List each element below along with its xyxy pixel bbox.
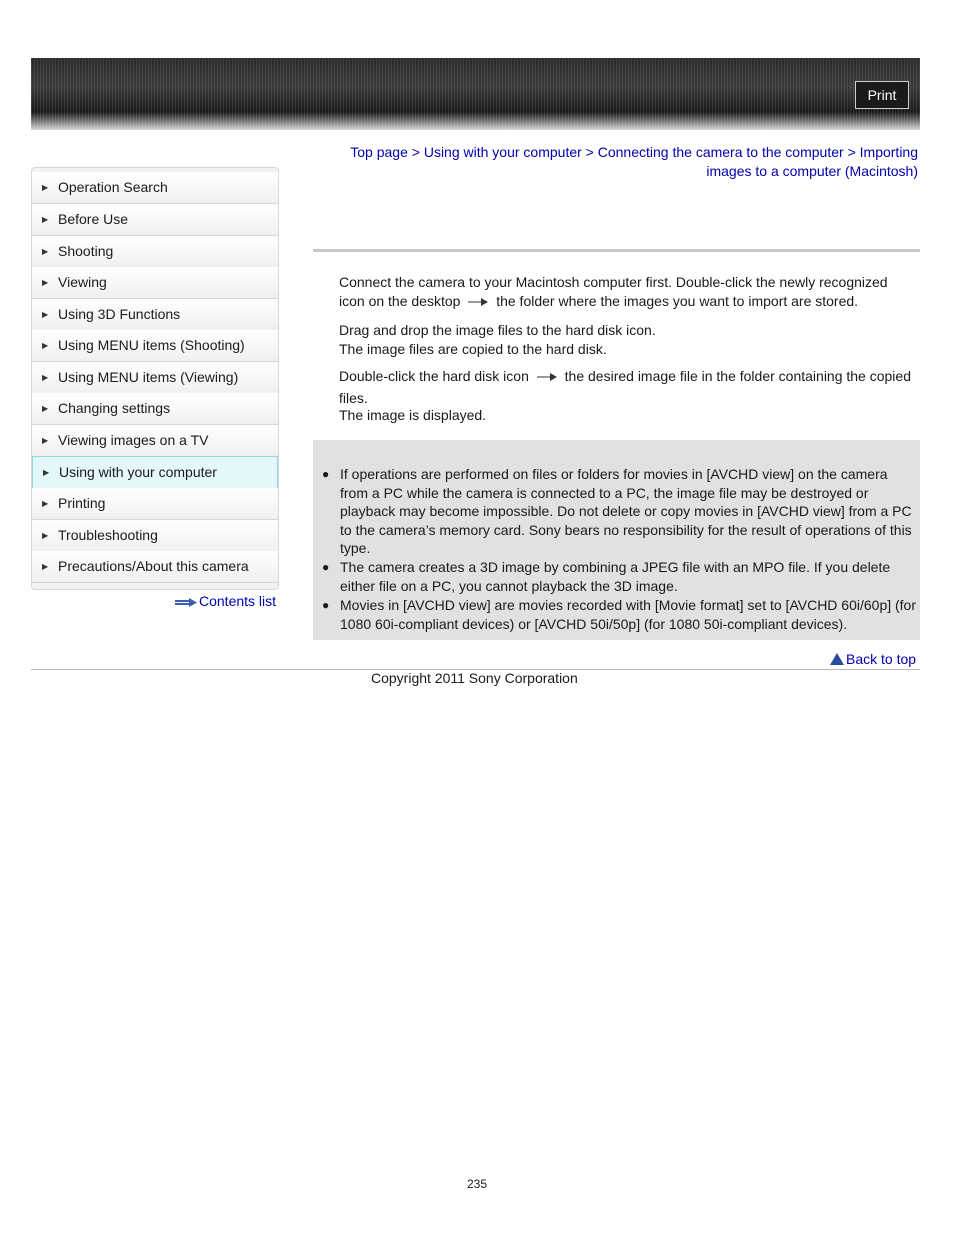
notes-box xyxy=(313,440,920,640)
step-2-text-b: The image files are copied to the hard disk. xyxy=(339,341,607,357)
step-3-result: The image is displayed. xyxy=(339,407,487,423)
note-item xyxy=(322,558,918,595)
page-number: 235 xyxy=(466,1177,488,1191)
step-3 xyxy=(339,365,917,409)
sidebar-item-label: Using MENU items (Viewing) xyxy=(58,369,239,385)
sidebar-item-troubleshooting[interactable] xyxy=(32,520,278,552)
note-item xyxy=(322,596,918,633)
sidebar-item-precautions[interactable] xyxy=(32,551,278,583)
sidebar-item-shooting[interactable] xyxy=(32,236,278,268)
arrow-right-icon: ▶ xyxy=(42,215,49,224)
sidebar-item-viewing-on-tv[interactable] xyxy=(32,425,278,457)
arrow-right-icon: ▶ xyxy=(42,310,49,319)
sidebar-item-3d-functions[interactable] xyxy=(32,299,278,331)
print-button[interactable]: Print xyxy=(855,81,909,109)
arrow-right-icon: ▶ xyxy=(42,247,49,256)
sidebar-item-operation-search[interactable] xyxy=(32,172,278,204)
sidebar-item-label: Precautions/About this camera xyxy=(58,558,249,574)
step-2 xyxy=(339,321,909,359)
arrow-right-icon: ▶ xyxy=(42,562,49,571)
arrow-right-icon xyxy=(468,298,488,306)
contents-list-label: Contents list xyxy=(199,593,277,609)
bullet-icon: ● xyxy=(322,467,330,481)
breadcrumb-connecting-camera[interactable]: Connecting the camera to the computer xyxy=(597,144,844,160)
arrow-right-icon: ▶ xyxy=(42,499,49,508)
step-1-text-a: Connect the camera to your Macintosh computer first. Double-click the newly recognized icon on the desktop xyxy=(339,274,888,309)
sidebar-item-menu-viewing[interactable] xyxy=(32,362,278,394)
step-1-text-b: the folder where the images you want to import are stored. xyxy=(496,293,859,309)
note-text: Movies in [AVCHD view] are movies recorded with [Movie format] set to [AVCHD 60i/60p] (for 1080 60i-compliant devices) or [AVCHD 50i/50p] (for 1080 50i-compliant devices). xyxy=(340,597,917,632)
triangle-up-icon xyxy=(830,653,844,665)
step-3-text-a: Double-click the hard disk icon xyxy=(339,368,529,384)
sidebar-item-before-use[interactable] xyxy=(32,204,278,236)
sidebar-item-label: Operation Search xyxy=(58,179,168,195)
step-2-text-a: Drag and drop the image files to the hard disk icon. xyxy=(339,322,656,338)
sidebar-item-printing[interactable] xyxy=(32,488,278,520)
double-arrow-right-icon xyxy=(175,598,197,607)
back-to-top-link[interactable] xyxy=(830,651,916,667)
sidebar-item-label: Before Use xyxy=(58,211,129,227)
arrow-right-icon: ▶ xyxy=(42,341,49,350)
sidebar-item-label: Viewing xyxy=(58,274,107,290)
sidebar-item-label: Viewing images on a TV xyxy=(58,432,209,448)
arrow-right-icon: ▶ xyxy=(42,373,49,382)
back-to-top-label: Back to top xyxy=(846,651,917,667)
breadcrumb-current-page[interactable]: Importing images to a computer (Macintosh) xyxy=(706,144,918,179)
sidebar-item-label: Troubleshooting xyxy=(58,527,158,543)
arrow-right-icon: ▶ xyxy=(42,404,49,413)
sidebar-item-label: Shooting xyxy=(58,243,114,259)
step-3-text-b: the desired image file in the folder containing the copied files. xyxy=(339,368,911,406)
breadcrumb-separator: > xyxy=(585,144,594,160)
breadcrumb-using-with-computer[interactable]: Using with your computer xyxy=(423,144,582,160)
title-divider xyxy=(313,249,920,252)
copyright: Copyright 2011 Sony Corporation xyxy=(371,670,578,686)
arrow-right-icon: ▶ xyxy=(42,531,49,540)
header-banner xyxy=(31,58,920,130)
bullet-icon: ● xyxy=(322,560,330,574)
sidebar-item-changing-settings[interactable] xyxy=(32,393,278,425)
contents-list-link[interactable] xyxy=(175,593,276,609)
sidebar-item-viewing[interactable] xyxy=(32,267,278,299)
sidebar-item-label: Printing xyxy=(58,495,106,511)
sidebar-item-label: Changing settings xyxy=(58,400,171,416)
note-text: If operations are performed on files or folders for movies in [AVCHD view] on the camera from a PC while the camera is connected to a PC, the image file may be destroyed or playback may become impossible. Do not delete or copy movies in [AVCHD view] from a PC to the camera’s memory card. Sony bears no responsibility for the result of operations of this type. xyxy=(340,466,912,557)
breadcrumb-separator: > xyxy=(847,144,856,160)
arrow-right-icon xyxy=(537,373,557,381)
sidebar-item-label: Using MENU items (Shooting) xyxy=(58,337,245,353)
note-text: The camera creates a 3D image by combining a JPEG file with an MPO file. If you delete either file on a PC, you cannot playback the 3D image. xyxy=(340,559,891,594)
sidebar-nav xyxy=(31,167,279,590)
arrow-right-icon: ▶ xyxy=(42,183,49,192)
breadcrumb-separator: > xyxy=(411,144,420,160)
breadcrumb-top-page[interactable]: Top page xyxy=(350,144,408,160)
sidebar-item-menu-shooting[interactable] xyxy=(32,330,278,362)
arrow-right-icon: ▶ xyxy=(43,468,50,477)
sidebar-item-label: Using with your computer xyxy=(59,464,217,480)
breadcrumb xyxy=(320,143,918,181)
arrow-right-icon: ▶ xyxy=(42,278,49,287)
sidebar-item-label: Using 3D Functions xyxy=(58,306,181,322)
sidebar-item-using-with-computer[interactable] xyxy=(32,456,278,489)
arrow-right-icon: ▶ xyxy=(42,436,49,445)
note-item xyxy=(322,465,918,558)
bullet-icon: ● xyxy=(322,598,330,612)
step-1 xyxy=(339,273,909,311)
